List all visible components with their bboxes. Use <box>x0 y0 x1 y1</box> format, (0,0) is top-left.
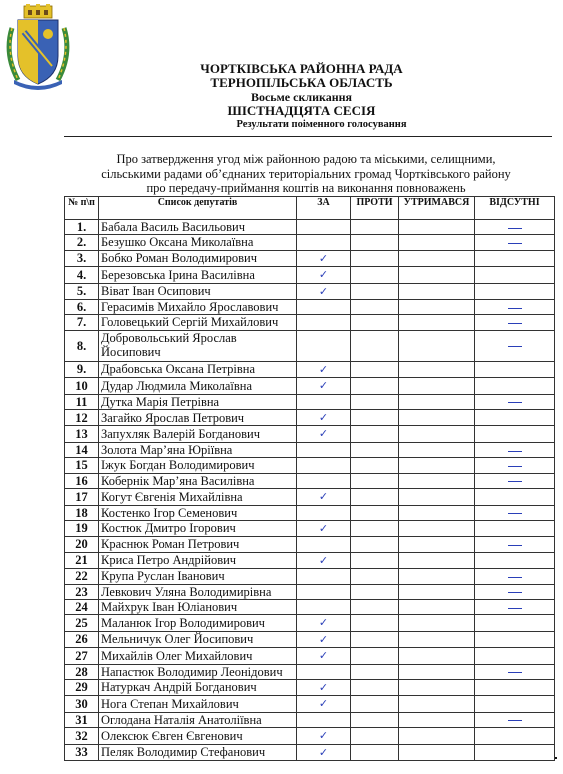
vote-abstain-cell <box>399 330 475 361</box>
row-number: 11 <box>65 394 99 409</box>
vote-abstain-cell <box>399 712 475 727</box>
deputy-name: Мельничук Олег Йосипович <box>99 631 297 647</box>
vote-abstain-cell <box>399 584 475 599</box>
vote-absent-cell <box>475 599 555 614</box>
vote-against-cell <box>351 552 399 568</box>
vote-abstain-cell <box>399 520 475 536</box>
table-row <box>65 728 555 744</box>
region-title: ТЕРНОПІЛЬСЬКА ОБЛАСТЬ <box>210 75 393 90</box>
vote-against-cell <box>351 505 399 520</box>
vote-abstain-cell <box>399 728 475 744</box>
row-number: 22 <box>65 569 99 584</box>
vote-absent-cell <box>475 315 555 330</box>
table-row <box>65 473 555 488</box>
deputy-name: Бобко Роман Володимирович <box>99 250 297 266</box>
results-title: Результати поіменного голосування <box>236 119 407 130</box>
vote-absent-cell <box>475 394 555 409</box>
row-number: 8. <box>65 330 99 361</box>
row-number: 26 <box>65 631 99 647</box>
header-against: ПРОТИ <box>351 197 399 220</box>
row-number: 1. <box>65 220 99 235</box>
header-abstain: УТРИМАВСЯ <box>399 197 475 220</box>
row-number: 25 <box>65 615 99 631</box>
deputy-name: Костюк Дмитро Ігорович <box>99 520 297 536</box>
check-mark-icon: ✓ <box>318 427 329 441</box>
table-row <box>65 744 555 760</box>
vote-against-cell <box>351 631 399 647</box>
vote-abstain-cell <box>399 426 475 442</box>
table-row <box>65 552 555 568</box>
vote-for-cell <box>297 505 351 520</box>
vote-against-cell <box>351 235 399 250</box>
vote-against-cell <box>351 679 399 695</box>
session-title: ШІСТНАДЦЯТА СЕСІЯ <box>227 103 376 118</box>
vote-for-cell <box>297 679 351 695</box>
vote-for-cell <box>297 250 351 266</box>
table-row <box>65 458 555 473</box>
vote-for-cell <box>297 569 351 584</box>
vote-abstain-cell <box>399 648 475 664</box>
vote-absent-cell <box>475 489 555 505</box>
deputy-name: Майхрук Іван Юліанович <box>99 599 297 614</box>
vote-abstain-cell <box>399 615 475 631</box>
vote-abstain-cell <box>399 473 475 488</box>
deputy-name: Дутка Марія Петрівна <box>99 394 297 409</box>
deputy-name: Загайко Ярослав Петрович <box>99 410 297 426</box>
deputy-name: Пеляк Володимир Стефанович <box>99 744 297 760</box>
vote-abstain-cell <box>399 569 475 584</box>
deputy-name: Оглодана Наталія Анатоліївна <box>99 712 297 727</box>
dash-mark-icon <box>508 323 522 324</box>
check-mark-icon: ✓ <box>318 632 329 646</box>
vote-for-cell <box>297 220 351 235</box>
vote-against-cell <box>351 394 399 409</box>
vote-against-cell <box>351 458 399 473</box>
vote-for-cell <box>297 442 351 457</box>
vote-for-cell <box>297 283 351 299</box>
row-number: 6. <box>65 300 99 315</box>
deputy-name: Віват Іван Осипович <box>99 283 297 299</box>
row-number: 30 <box>65 696 99 712</box>
vote-for-cell <box>297 712 351 727</box>
council-title: ЧОРТКІВСЬКА РАЙОННА РАДА <box>200 61 403 76</box>
table-row <box>65 267 555 283</box>
deputy-name: Крупа Руслан Іванович <box>99 569 297 584</box>
vote-absent-cell <box>475 552 555 568</box>
check-mark-icon: ✓ <box>318 553 329 567</box>
vote-for-cell <box>297 410 351 426</box>
deputy-name: Когут Євгенія Михайлівна <box>99 489 297 505</box>
dash-mark-icon <box>508 545 522 546</box>
check-mark-icon: ✓ <box>318 729 329 743</box>
row-number: 17 <box>65 489 99 505</box>
vote-abstain-cell <box>399 696 475 712</box>
header-name: Список депутатів <box>99 197 297 220</box>
vote-for-cell <box>297 426 351 442</box>
vote-against-cell <box>351 728 399 744</box>
vote-for-cell <box>297 489 351 505</box>
vote-against-cell <box>351 520 399 536</box>
vote-absent-cell <box>475 696 555 712</box>
vote-against-cell <box>351 537 399 552</box>
dash-mark-icon <box>508 451 522 452</box>
document-header <box>0 62 563 132</box>
row-number: 13 <box>65 426 99 442</box>
vote-for-cell <box>297 361 351 377</box>
table-row <box>65 520 555 536</box>
vote-absent-cell <box>475 744 555 760</box>
page-dot <box>555 757 557 759</box>
vote-absent-cell <box>475 458 555 473</box>
check-mark-icon: ✓ <box>318 521 329 535</box>
deputy-name: Левкович Уляна Володимирівна <box>99 584 297 599</box>
vote-against-cell <box>351 300 399 315</box>
table-row <box>65 378 555 394</box>
deputy-name: Маланюк Ігор Володимирович <box>99 615 297 631</box>
vote-abstain-cell <box>399 664 475 679</box>
table-row <box>65 664 555 679</box>
dash-mark-icon <box>508 577 522 578</box>
vote-against-cell <box>351 584 399 599</box>
vote-abstain-cell <box>399 442 475 457</box>
dash-mark-icon <box>508 592 522 593</box>
row-number: 14 <box>65 442 99 457</box>
row-number: 2. <box>65 235 99 250</box>
vote-for-cell <box>297 728 351 744</box>
vote-for-cell <box>297 473 351 488</box>
row-number: 19 <box>65 520 99 536</box>
vote-for-cell <box>297 631 351 647</box>
vote-for-cell <box>297 584 351 599</box>
row-number: 21 <box>65 552 99 568</box>
deputy-name: Добровольський Ярослав Йосипович <box>99 330 297 361</box>
vote-abstain-cell <box>399 631 475 647</box>
row-number: 12 <box>65 410 99 426</box>
table-row <box>65 489 555 505</box>
dash-mark-icon <box>508 243 522 244</box>
vote-for-cell <box>297 378 351 394</box>
table-row <box>65 712 555 727</box>
table-row <box>65 315 555 330</box>
vote-absent-cell <box>475 728 555 744</box>
row-number: 24 <box>65 599 99 614</box>
dash-mark-icon <box>508 481 522 482</box>
dash-mark-icon <box>508 513 522 514</box>
vote-absent-cell <box>475 283 555 299</box>
vote-for-cell <box>297 315 351 330</box>
table-row <box>65 300 555 315</box>
vote-absent-cell <box>475 267 555 283</box>
dash-mark-icon <box>508 720 522 721</box>
vote-absent-cell <box>475 631 555 647</box>
header-for: ЗА <box>297 197 351 220</box>
dash-mark-icon <box>508 402 522 403</box>
dash-mark-icon <box>508 228 522 229</box>
deputy-name: Костенко Ігор Семенович <box>99 505 297 520</box>
dash-mark-icon <box>508 608 522 609</box>
vote-for-cell <box>297 537 351 552</box>
check-mark-icon: ✓ <box>318 284 329 298</box>
roll-call-table <box>64 196 555 761</box>
vote-absent-cell <box>475 410 555 426</box>
table-row <box>65 394 555 409</box>
vote-abstain-cell <box>399 235 475 250</box>
vote-abstain-cell <box>399 679 475 695</box>
table-row <box>65 361 555 377</box>
vote-abstain-cell <box>399 394 475 409</box>
vote-for-cell <box>297 744 351 760</box>
deputy-name: Напастюк Володимир Леонідович <box>99 664 297 679</box>
check-mark-icon: ✓ <box>318 649 329 663</box>
check-mark-icon: ✓ <box>318 379 329 393</box>
vote-abstain-cell <box>399 220 475 235</box>
row-number: 4. <box>65 267 99 283</box>
vote-absent-cell <box>475 537 555 552</box>
vote-absent-cell <box>475 664 555 679</box>
row-number: 10 <box>65 378 99 394</box>
table-header-row <box>65 197 555 220</box>
deputy-name: Бабала Василь Васильович <box>99 220 297 235</box>
header-divider <box>64 136 552 137</box>
table-row <box>65 648 555 664</box>
vote-against-cell <box>351 330 399 361</box>
vote-abstain-cell <box>399 552 475 568</box>
vote-abstain-cell <box>399 489 475 505</box>
vote-absent-cell <box>475 648 555 664</box>
vote-abstain-cell <box>399 505 475 520</box>
vote-abstain-cell <box>399 458 475 473</box>
deputy-name: Краснюк Роман Петрович <box>99 537 297 552</box>
vote-against-cell <box>351 696 399 712</box>
deputy-name: Кобернік Мар’яна Василівна <box>99 473 297 488</box>
row-number: 27 <box>65 648 99 664</box>
header-num: № п\п <box>65 197 99 220</box>
table-row <box>65 426 555 442</box>
check-mark-icon: ✓ <box>318 251 329 265</box>
table-row <box>65 631 555 647</box>
deputy-name: Криса Петро Андрійович <box>99 552 297 568</box>
deputy-name: Головецький Сергій Михайлович <box>99 315 297 330</box>
row-number: 32 <box>65 728 99 744</box>
check-mark-icon: ✓ <box>318 616 329 630</box>
vote-against-cell <box>351 410 399 426</box>
vote-against-cell <box>351 599 399 614</box>
vote-against-cell <box>351 664 399 679</box>
table-row <box>65 442 555 457</box>
deputy-name: Безушко Оксана Миколаївна <box>99 235 297 250</box>
vote-absent-cell <box>475 361 555 377</box>
vote-for-cell <box>297 615 351 631</box>
row-number: 7. <box>65 315 99 330</box>
check-mark-icon: ✓ <box>318 268 329 282</box>
vote-absent-cell <box>475 300 555 315</box>
vote-absent-cell <box>475 584 555 599</box>
vote-absent-cell <box>475 505 555 520</box>
vote-against-cell <box>351 744 399 760</box>
dash-mark-icon <box>508 308 522 309</box>
vote-abstain-cell <box>399 361 475 377</box>
table-row <box>65 330 555 361</box>
vote-absent-cell <box>475 569 555 584</box>
vote-against-cell <box>351 712 399 727</box>
table-row <box>65 505 555 520</box>
check-mark-icon: ✓ <box>318 745 329 759</box>
vote-for-cell <box>297 599 351 614</box>
vote-absent-cell <box>475 615 555 631</box>
vote-against-cell <box>351 426 399 442</box>
vote-absent-cell <box>475 235 555 250</box>
table-row <box>65 537 555 552</box>
row-number: 5. <box>65 283 99 299</box>
vote-for-cell <box>297 648 351 664</box>
vote-abstain-cell <box>399 250 475 266</box>
table-row <box>65 410 555 426</box>
vote-abstain-cell <box>399 537 475 552</box>
deputy-name: Дудар Людмила Миколаївна <box>99 378 297 394</box>
convocation-title: Восьме скликання <box>250 90 353 104</box>
deputy-name: Запухляк Валерій Богданович <box>99 426 297 442</box>
vote-for-cell <box>297 520 351 536</box>
vote-for-cell <box>297 235 351 250</box>
vote-against-cell <box>351 569 399 584</box>
vote-absent-cell <box>475 330 555 361</box>
check-mark-icon: ✓ <box>318 680 329 694</box>
vote-against-cell <box>351 283 399 299</box>
row-number: 31 <box>65 712 99 727</box>
deputy-name: Золота Мар’яна Юріївна <box>99 442 297 457</box>
dash-mark-icon <box>508 466 522 467</box>
check-mark-icon: ✓ <box>318 490 329 504</box>
header-absent: ВІДСУТНІ <box>475 197 555 220</box>
dash-mark-icon <box>508 672 522 673</box>
vote-for-cell <box>297 300 351 315</box>
row-number: 28 <box>65 664 99 679</box>
vote-absent-cell <box>475 679 555 695</box>
table-row <box>65 235 555 250</box>
row-number: 9. <box>65 361 99 377</box>
check-mark-icon: ✓ <box>318 362 329 376</box>
vote-for-cell <box>297 664 351 679</box>
dash-mark-icon <box>508 346 522 347</box>
vote-absent-cell <box>475 473 555 488</box>
vote-abstain-cell <box>399 283 475 299</box>
row-number: 29 <box>65 679 99 695</box>
vote-abstain-cell <box>399 267 475 283</box>
vote-absent-cell <box>475 426 555 442</box>
deputy-name: Драбовська Оксана Петрівна <box>99 361 297 377</box>
vote-against-cell <box>351 648 399 664</box>
vote-for-cell <box>297 552 351 568</box>
vote-against-cell <box>351 220 399 235</box>
table-row <box>65 584 555 599</box>
vote-abstain-cell <box>399 378 475 394</box>
check-mark-icon: ✓ <box>318 697 329 711</box>
vote-abstain-cell <box>399 300 475 315</box>
vote-for-cell <box>297 267 351 283</box>
vote-absent-cell <box>475 520 555 536</box>
deputy-name: Березовська Ірина Василівна <box>99 267 297 283</box>
deputy-name: Нога Степан Михайлович <box>99 696 297 712</box>
vote-subject: Про затвердження угод між районною радою та міськими, селищними, сільськими радами об’єднаних територіальних громад Чортківського району про передачу-приймання коштів на виконання повноважень <box>101 152 511 195</box>
table-row <box>65 569 555 584</box>
row-number: 20 <box>65 537 99 552</box>
vote-abstain-cell <box>399 410 475 426</box>
vote-absent-cell <box>475 220 555 235</box>
vote-absent-cell <box>475 712 555 727</box>
vote-for-cell <box>297 330 351 361</box>
vote-absent-cell <box>475 378 555 394</box>
table-row <box>65 696 555 712</box>
vote-abstain-cell <box>399 744 475 760</box>
vote-against-cell <box>351 615 399 631</box>
vote-against-cell <box>351 315 399 330</box>
vote-against-cell <box>351 442 399 457</box>
table-row <box>65 679 555 695</box>
row-number: 18 <box>65 505 99 520</box>
deputy-name: Михайлів Олег Михайлович <box>99 648 297 664</box>
row-number: 15 <box>65 458 99 473</box>
table-row <box>65 250 555 266</box>
deputy-name: Герасимів Михайло Ярославович <box>99 300 297 315</box>
vote-against-cell <box>351 250 399 266</box>
vote-for-cell <box>297 696 351 712</box>
table-row <box>65 220 555 235</box>
row-number: 16 <box>65 473 99 488</box>
vote-against-cell <box>351 378 399 394</box>
vote-abstain-cell <box>399 315 475 330</box>
table-row <box>65 599 555 614</box>
vote-for-cell <box>297 458 351 473</box>
deputy-name: Натуркач Андрій Богданович <box>99 679 297 695</box>
vote-against-cell <box>351 267 399 283</box>
table-row <box>65 283 555 299</box>
vote-abstain-cell <box>399 599 475 614</box>
deputy-name: Олексюк Євген Євгенович <box>99 728 297 744</box>
check-mark-icon: ✓ <box>318 411 329 425</box>
vote-for-cell <box>297 394 351 409</box>
table-row <box>65 615 555 631</box>
vote-against-cell <box>351 473 399 488</box>
vote-against-cell <box>351 489 399 505</box>
row-number: 23 <box>65 584 99 599</box>
vote-against-cell <box>351 361 399 377</box>
vote-absent-cell <box>475 442 555 457</box>
row-number: 33 <box>65 744 99 760</box>
vote-absent-cell <box>475 250 555 266</box>
deputy-name: Іжук Богдан Володимирович <box>99 458 297 473</box>
row-number: 3. <box>65 250 99 266</box>
